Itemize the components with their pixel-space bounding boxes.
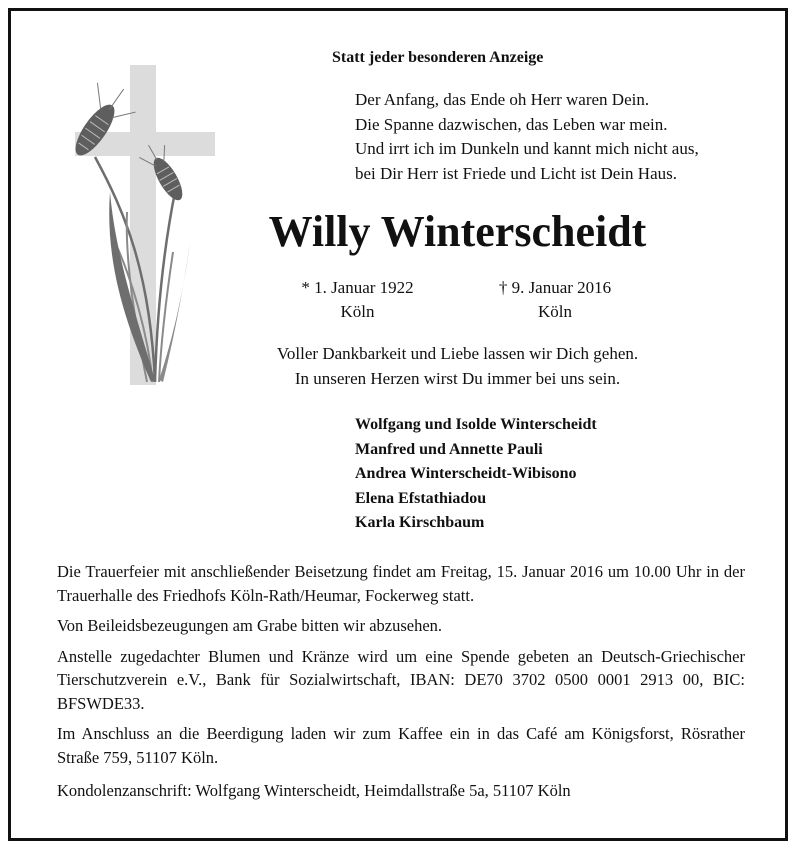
- funeral-info: Die Trauerfeier mit anschließender Beisetzung findet am Freitag, 15. Januar 2016 um 10.00 Uhr in der Trauerhalle des Friedhofs Köln-Rath/Heumar, Fockerweg statt.: [57, 562, 745, 605]
- death-date: † 9. Januar 2016: [498, 278, 612, 297]
- mourner: Manfred und Annette Pauli: [355, 440, 543, 458]
- mourner: Andrea Winterscheidt-Wibisono: [355, 465, 577, 483]
- poem-line: Der Anfang, das Ende oh Herr waren Dein.: [355, 90, 650, 109]
- mourner: Karla Kirschbaum: [355, 514, 485, 532]
- condolence-address: Kondolenzanschrift: Wolfgang Winterscheidt, Heimdallstraße 5a, 51107 Köln: [57, 781, 571, 800]
- details-section: [57, 560, 745, 810]
- poem-line: bei Dir Herr ist Friede und Licht ist Dein Haus.: [355, 163, 677, 183]
- mourners-list: [355, 413, 597, 536]
- condolence-request: Von Beileidsbezeugungen am Grabe bitten wir abzusehen.: [57, 616, 443, 635]
- poem-line: Die Spanne dazwischen, das Leben war mein.: [355, 114, 668, 134]
- mourner: Wolfgang und Isolde Winterscheidt: [355, 416, 597, 433]
- notice-header: Statt jeder besonderen Anzeige: [332, 49, 544, 66]
- deceased-name: Willy Winterscheidt: [268, 207, 647, 256]
- birth-date: * 1. Januar 1922: [301, 278, 414, 297]
- death-info: [480, 276, 630, 324]
- coffee-info: Im Anschluss an die Beerdigung laden wir zum Kaffee ein in das Café am Königsforst, Rösrather Straße 759, 51107 Köln.: [57, 724, 745, 767]
- farewell-line: In unseren Herzen wirst Du immer bei uns sein.: [294, 368, 621, 388]
- birth-place: Köln: [340, 302, 375, 321]
- farewell-text: [0, 342, 800, 391]
- poem-line: Und irrt ich im Dunkeln und kannt mich nicht aus,: [355, 139, 699, 158]
- farewell-line: Voller Dankbarkeit und Liebe lassen wir Dich gehen.: [276, 344, 639, 363]
- donation-info: Anstelle zugedachter Blumen und Kränze wird um eine Spende gebeten an Deutsch-Griechischer Tierschutzverein e.V., Bank für Sozialwirtschaft, IBAN: DE70 3702 0500 0001 2913 00, BIC: BFSWDE33.: [57, 646, 745, 713]
- death-place: Köln: [538, 302, 572, 321]
- poem: [355, 88, 699, 186]
- mourner: Elena Efstathiadou: [355, 489, 487, 507]
- birth-info: [285, 276, 430, 324]
